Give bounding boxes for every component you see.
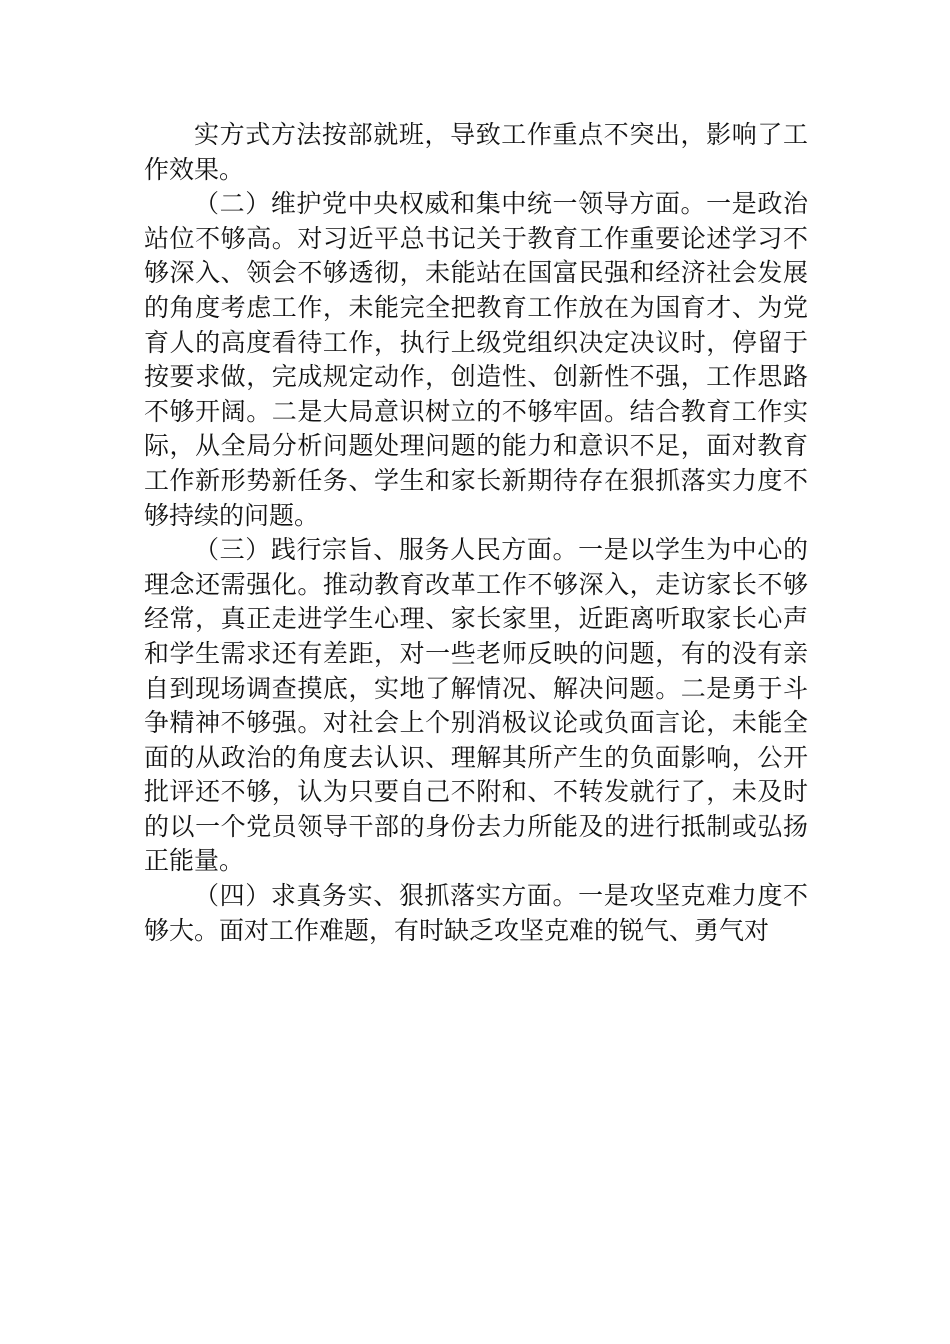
- document-body: [144, 118, 808, 948]
- paragraph-section-3: （三）践行宗旨、服务人民方面。一是以学生为中心的理念还需强化。推动教育改革工作不够深入，走访家长不够经常，真正走进学生心理、家长家里，近距离听取家长心声和学生需求还有差距，对一些老师反映的问题，有的没有亲自到现场调查摸底，实地了解情况、解决问题。二是勇于斗争精神不够强。对社会上个别消极议论或负面言论，未能全面的从政治的角度去认识、理解其所产生的负面影响，公开批评还不够，认为只要自己不附和、不转发就行了，未及时的以一个党员领导干部的身份去力所能及的进行抵制或弘扬正能量。: [144, 535, 808, 876]
- paragraph-section-2: （二）维护党中央权威和集中统一领导方面。一是政治站位不够高。对习近平总书记关于教育工作重要论述学习不够深入、领会不够透彻，未能站在国富民强和经济社会发展的角度考虑工作，未能完全把教育工作放在为国育才、为党育人的高度看待工作，执行上级党组织决定决议时，停留于按要求做，完成规定动作，创造性、创新性不强，工作思路不够开阔。二是大局意识树立的不够牢固。结合教育工作实际，从全局分析问题处理问题的能力和意识不足，面对教育工作新形势新任务、学生和家长新期待存在狠抓落实力度不够持续的问题。: [144, 189, 808, 530]
- paragraph-continuation: 实方式方法按部就班，导致工作重点不突出，影响了工作效果。: [144, 120, 808, 184]
- paragraph-section-4: （四）求真务实、狠抓落实方面。一是攻坚克难力度不够大。面对工作难题，有时缺乏攻坚克难的锐气、勇气对: [144, 881, 808, 945]
